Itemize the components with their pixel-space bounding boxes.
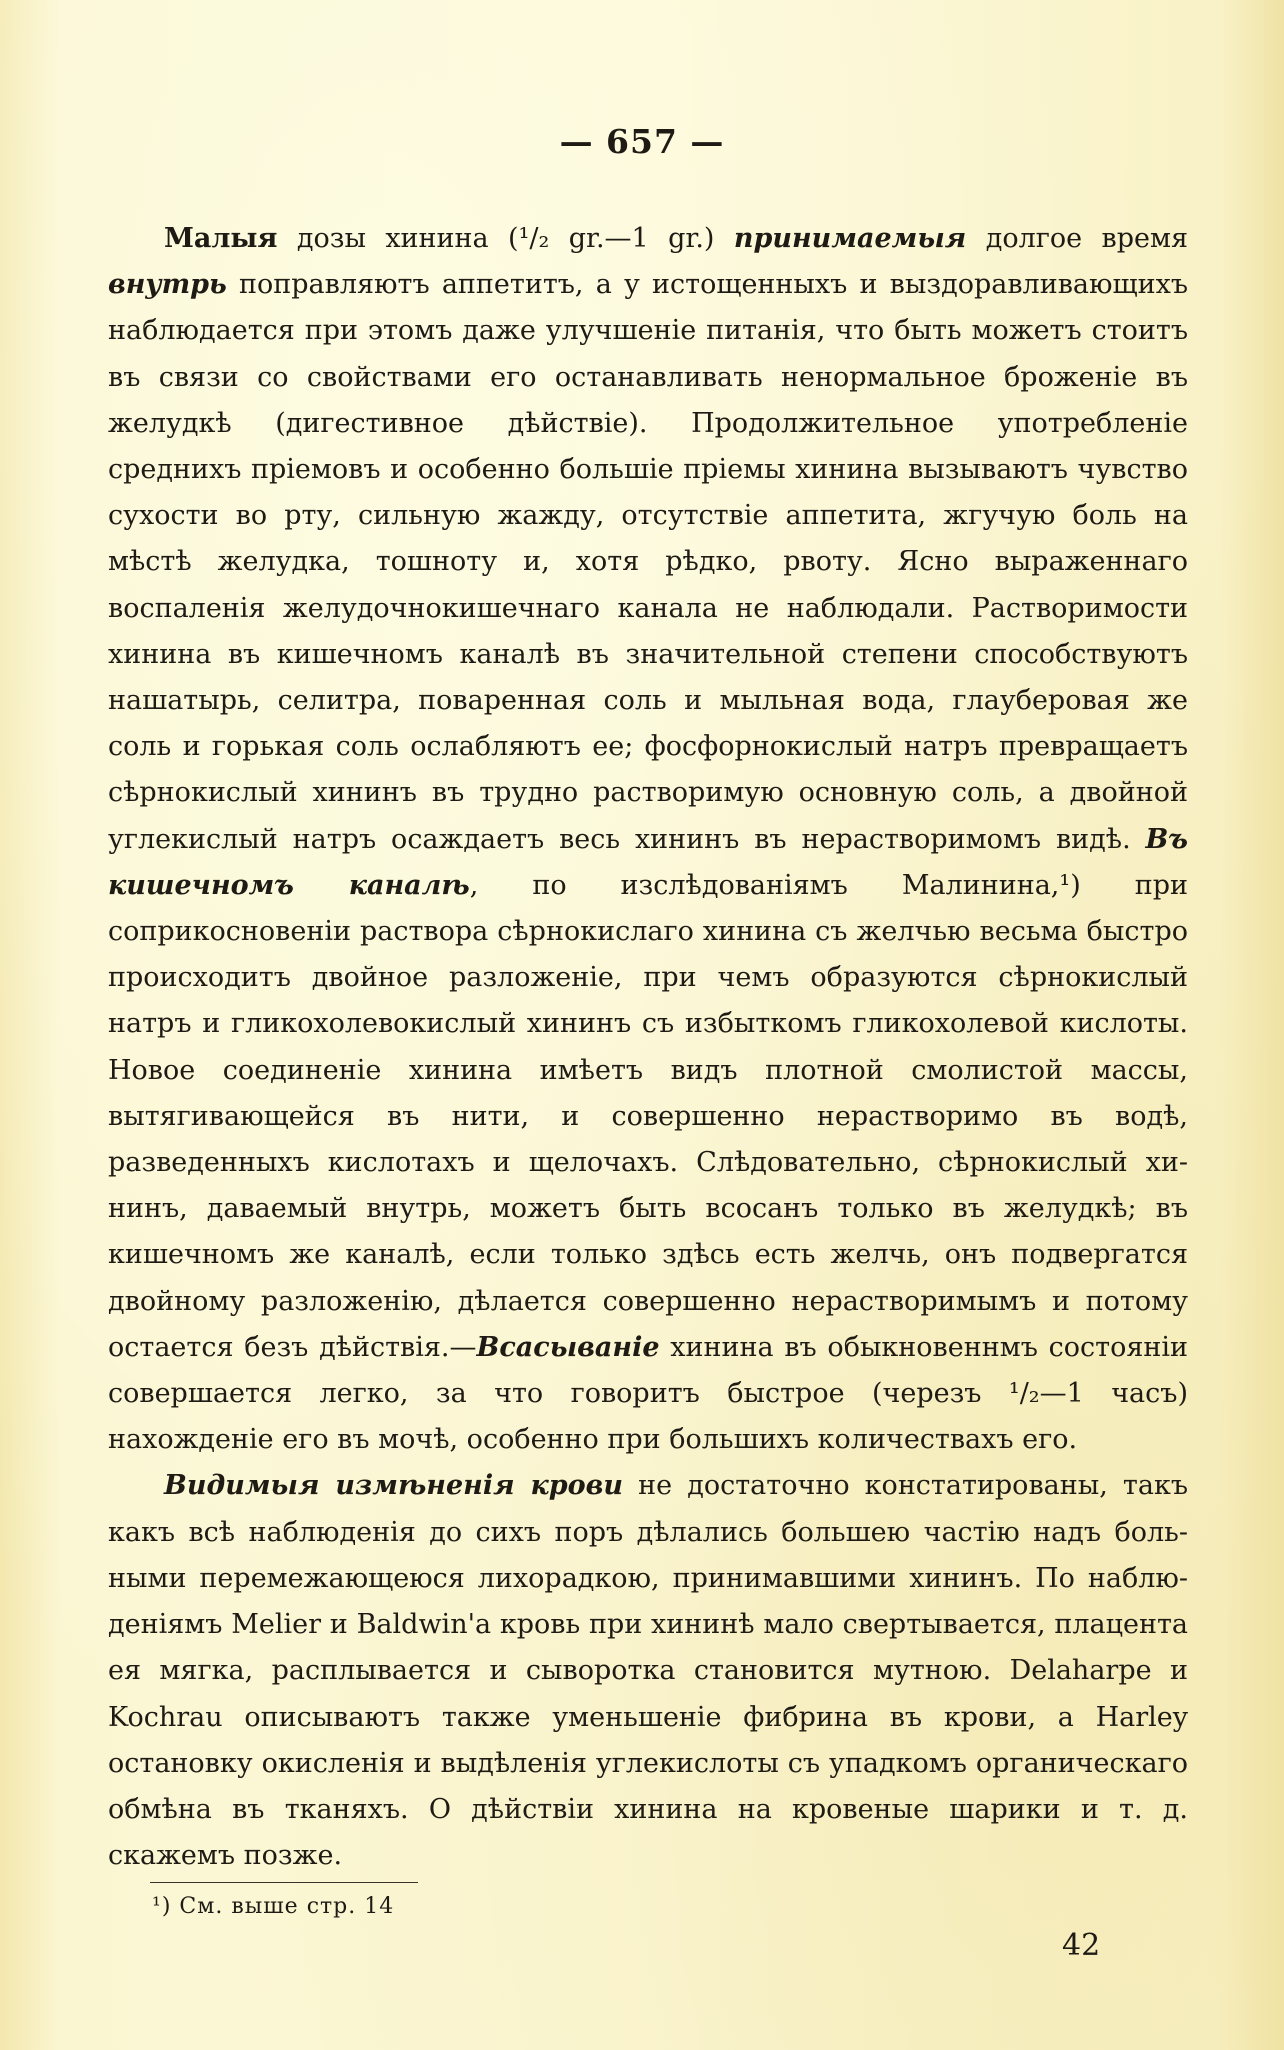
paragraph-1-text-b: долгое время xyxy=(966,223,1189,254)
paragraph-1-text-e: хинина въ обыкновеннмъ состояніи совершается легко, за что говоритъ быстрое (черезъ ¹/₂—1 часъ) нахожденіе его въ мочѣ, особенно при большихъ количествахъ его. xyxy=(108,1331,1188,1456)
paragraph-2-text-a: не достаточно констатированы, такъ какъ всѣ наблюденія до сихъ поръ дѣлались большею частію надъ больными перемежающеюся лихорадкою, принимавшими хининъ. По наблюденіямъ Melier и Baldwin'a кровь при хининѣ мало свертывается, плацента ея мягка, расплывается и сыворотка становится мутною. Delaharpe и Kochrau описываютъ также уменьшеніе фибрина въ крови, а Harley остановку окисленія и выдѣленія углекислоты съ упадкомъ органическаго обмѣна въ тканяхъ. О дѣйствіи хинина на кровеные шарики и т. д. скажемъ позже. xyxy=(108,1470,1189,1872)
paragraph-1-italic-d: Всасываніе xyxy=(476,1331,660,1363)
paragraph-1-lead-word: Малыя xyxy=(164,223,278,254)
paragraph-quinine-digestion xyxy=(108,216,1188,1463)
paragraph-1-italic-b: внутрь xyxy=(108,269,227,301)
page-number: — 657 — xyxy=(559,122,725,161)
paragraph-1-text-c: поправляютъ аппетитъ, а у истощенныхъ и выздоравливающихъ наблюдается при этомъ даже улучшеніе питанія, что быть можетъ стоитъ въ связи со свойствами его останавливать ненормальное броженіе въ желудкѣ (дигестивное дѣйствіе). Продолжительное употребленіе среднихъ пріемовъ и особенно большіе пріемы хинина вызываютъ чувство сухости во рту, сильную жажду, отсутствіе аппетита, жгучую боль на мѣстѣ желудка, тошноту и, хотя рѣдко, рвоту. Ясно выраженнаго воспаленія желудочнокишечнаго канала не наблюдали. Растворимости хинина въ кишечномъ каналѣ въ значительной степени способствуютъ нашатырь, селитра, поваренная соль и мыльная вода, глауберовая же соль и горькая соль ослабляютъ ее; фосфорнокислый натръ превращаетъ сѣрнокислый хининъ въ трудно растворимую основную соль, а двойной углекислый натръ осаждаетъ весь хининъ въ нерастворимомъ видѣ. xyxy=(108,269,1188,855)
paragraph-blood-changes xyxy=(108,1463,1188,1879)
paragraph-1-text-d: , по изслѣдованіямъ Малинина,¹) при соприкосновеніи раствора сѣрнокислаго хинина съ желчью весьма быстро происходитъ двойное разложеніе, при чемъ образуются сѣрнокислый натръ и гликохолевокислый хининъ съ избыткомъ гликохолевой кислоты. Новое соединеніе хинина имѣетъ видъ плотной смолистой массы, вытягивающейся въ нити, и совершенно нерастворимо въ водѣ, разведенныхъ кислотахъ и щелочахъ. Слѣдовательно, сѣрнокислый хининъ, даваемый внутрь, можетъ быть всосанъ только въ желудкѣ; въ кишечномъ же каналѣ, если только здѣсь есть желчь, онъ подвергатся двойному разложенію, дѣлается совершенно нерастворимымъ и потому остается безъ дѣйствія.— xyxy=(108,869,1188,1363)
footnote-rule xyxy=(150,1882,418,1883)
text-body xyxy=(108,216,1188,1879)
paragraph-1-italic-a: принимаемыя xyxy=(733,223,967,254)
footnote: ¹) См. выше стр. 14 xyxy=(152,1894,395,1919)
signature-mark: 42 xyxy=(1062,1928,1101,1963)
paragraph-1-text-a: дозы хинина (¹/₂ gr.—1 gr.) xyxy=(277,223,734,254)
paragraph-1-italic-c: Въ кишечномъ каналѣ xyxy=(108,823,1188,901)
paragraph-2-italic-a: Видимыя измѣненія крови xyxy=(164,1470,624,1502)
